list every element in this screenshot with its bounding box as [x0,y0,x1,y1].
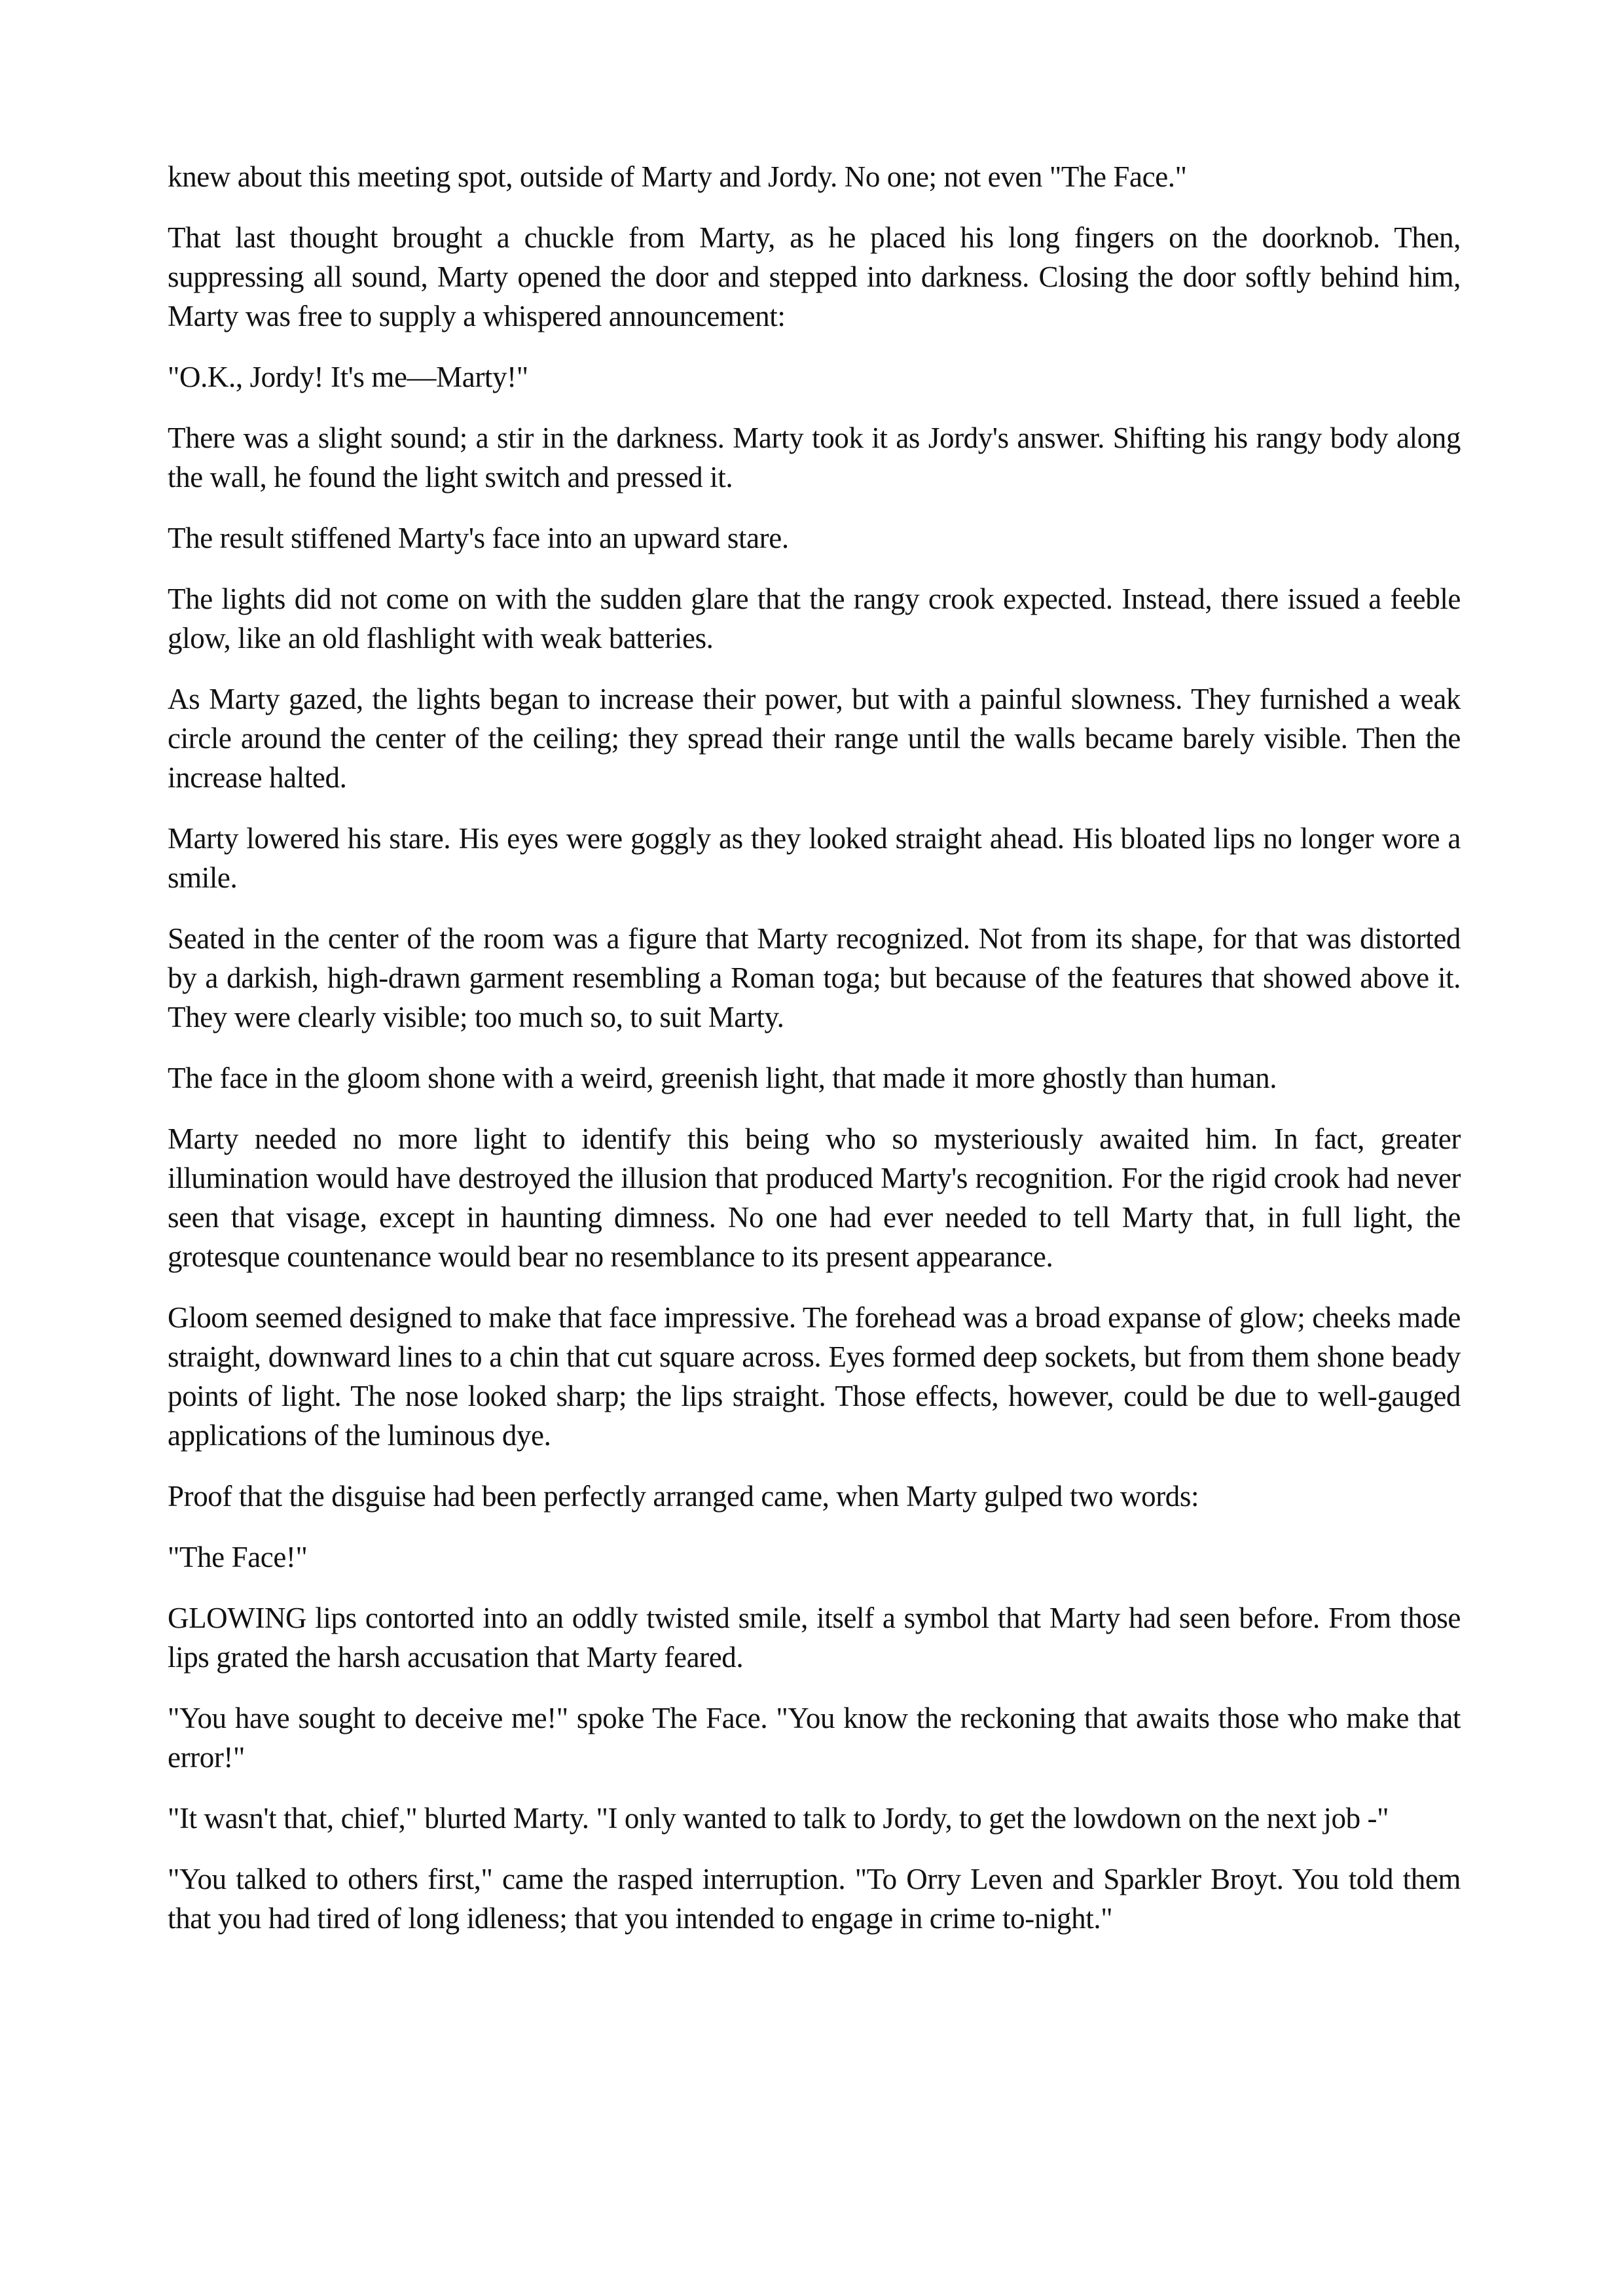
paragraph: GLOWING lips contorted into an oddly twisted smile, itself a symbol that Marty had seen before. From those lips grated the harsh accusation that Marty feared. [168,1602,1461,1674]
paragraph: That last thought brought a chuckle from Marty, as he placed his long fingers on the doorknob. Then, suppressing all sound, Marty opened the door and stepped into darkness. Closing the door softly behind him, Marty was free to supply a whispered announcement: [168,221,1461,332]
paragraph: Gloom seemed designed to make that face impressive. The forehead was a broad expanse of glow; cheeks made straight, downward lines to a chin that cut square across. Eyes formed deep sockets, but from them shone beady points of light. The nose looked sharp; the lips straight. Those effects, however, could be due to well-gauged applications of the luminous dye. [168,1301,1461,1452]
paragraph: "O.K., Jordy! It's me—Marty!" [168,361,528,393]
paragraph: The result stiffened Marty's face into an upward stare. [168,522,789,554]
paragraph: There was a slight sound; a stir in the darkness. Marty took it as Jordy's answer. Shifting his rangy body along the wall, he found the light switch and pressed it. [168,422,1461,493]
paragraph: As Marty gazed, the lights began to increase their power, but with a painful slowness. They furnished a weak circle around the center of the ceiling; they spread their range until the walls became barely visible. Then the increase halted. [168,683,1461,794]
paragraph: "The Face!" [168,1541,308,1573]
paragraph: Marty needed no more light to identify this being who so mysteriously awaited him. In fact, greater illumination would have destroyed the illusion that produced Marty's recognition. For the rigid crook had never seen that visage, except in haunting dimness. No one had ever needed to tell Marty that, in full light, the grotesque countenance would bear no resemblance to its present appearance. [168,1122,1461,1273]
paragraph: Marty lowered his stare. His eyes were goggly as they looked straight ahead. His bloated lips no longer wore a smile. [168,822,1461,894]
paragraph: "You have sought to deceive me!" spoke The Face. "You know the reckoning that awaits those who make that error!" [168,1702,1461,1774]
paragraph: "You talked to others first," came the rasped interruption. "To Orry Leven and Sparkler Broyt. You told them that you had tired of long idleness; that you intended to engage in crime to-night." [168,1863,1461,1935]
paragraph: The face in the gloom shone with a weird, greenish light, that made it more ghostly than human. [168,1062,1277,1094]
paragraph: Seated in the center of the room was a figure that Marty recognized. Not from its shape, for that was distorted by a darkish, high-drawn garment resembling a Roman toga; but because of the features that showed above it. They were clearly visible; too much so, to suit Marty. [168,922,1461,1033]
body-text [168,157,1461,1938]
paragraph: The lights did not come on with the sudden glare that the rangy crook expected. Instead, there issued a feeble glow, like an old flashlight with weak batteries. [168,583,1461,655]
paragraph: Proof that the disguise had been perfectly arranged came, when Marty gulped two words: [168,1480,1199,1513]
paragraph: knew about this meeting spot, outside of Marty and Jordy. No one; not even "The Face." [168,160,1187,193]
paragraph: "It wasn't that, chief," blurted Marty. "I only wanted to talk to Jordy, to get the lowdown on the next job -" [168,1802,1389,1835]
